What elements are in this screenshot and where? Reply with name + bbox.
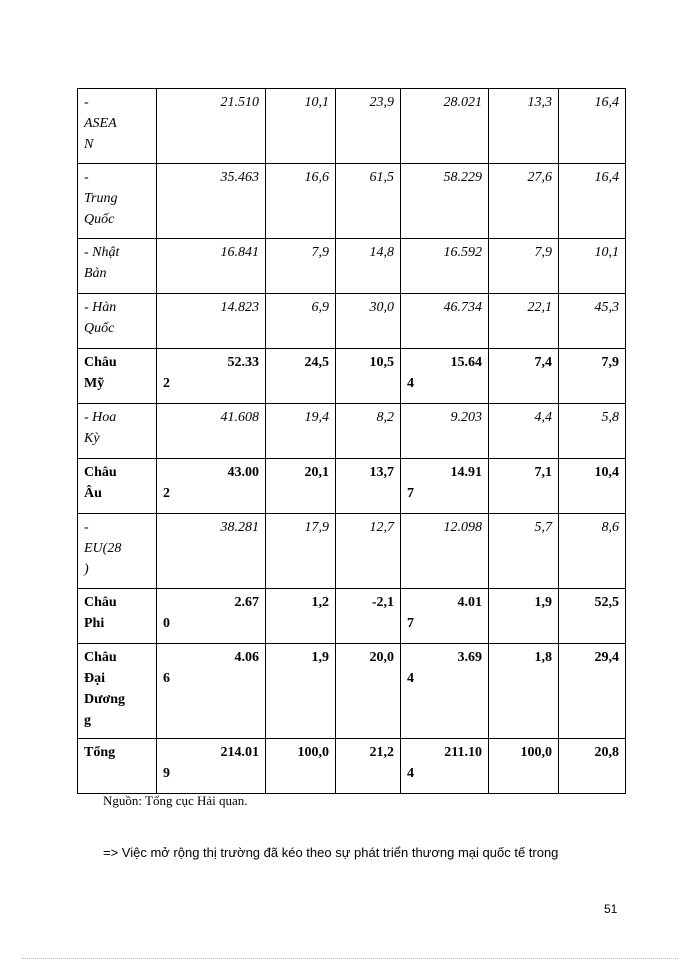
row-label: - Nhật Bản bbox=[84, 245, 120, 281]
cell-value: 29,4 bbox=[594, 650, 619, 665]
value-cell bbox=[489, 739, 559, 794]
cell-value: 5,7 bbox=[534, 520, 552, 535]
value-cell bbox=[266, 294, 336, 349]
cell-value: 4.01 7 bbox=[407, 595, 482, 631]
cell-value: 28.021 bbox=[443, 95, 482, 110]
cell-value: 38.281 bbox=[220, 520, 259, 535]
value-cell bbox=[559, 459, 626, 514]
cell-value: 22,1 bbox=[527, 300, 552, 315]
value-cell bbox=[559, 644, 626, 739]
value-cell bbox=[401, 294, 489, 349]
value-cell bbox=[559, 404, 626, 459]
cell-value: 14.91 7 bbox=[407, 465, 482, 501]
cell-value: 7,1 bbox=[534, 465, 552, 480]
row-label-cell bbox=[78, 164, 157, 239]
table-row bbox=[78, 404, 626, 459]
cell-value: 35.463 bbox=[220, 170, 259, 185]
value-cell bbox=[489, 514, 559, 589]
row-label-cell bbox=[78, 514, 157, 589]
row-label-cell bbox=[78, 89, 157, 164]
cell-value: 20,1 bbox=[304, 465, 329, 480]
value-cell bbox=[336, 404, 401, 459]
row-label: Châu Mỹ bbox=[84, 355, 117, 391]
table-row bbox=[78, 739, 626, 794]
table-row bbox=[78, 459, 626, 514]
source-note: Nguồn: Tổng cục Hải quan. bbox=[103, 793, 248, 808]
value-cell bbox=[266, 239, 336, 294]
footer-divider bbox=[22, 958, 678, 959]
value-cell bbox=[266, 164, 336, 239]
row-label: Châu Âu bbox=[84, 465, 117, 501]
value-cell bbox=[489, 239, 559, 294]
value-cell bbox=[266, 459, 336, 514]
row-label: - EU(28 ) bbox=[84, 520, 122, 577]
row-label: Châu Phi bbox=[84, 595, 117, 631]
cell-value: 52.33 2 bbox=[163, 355, 259, 391]
value-cell bbox=[401, 514, 489, 589]
row-label: - Trung Quốc bbox=[84, 170, 118, 227]
value-cell bbox=[489, 349, 559, 404]
value-cell bbox=[489, 644, 559, 739]
cell-value: 45,3 bbox=[594, 300, 619, 315]
cell-value: 58.229 bbox=[443, 170, 482, 185]
cell-value: 7,9 bbox=[311, 245, 329, 260]
trade-table-body bbox=[78, 89, 626, 794]
cell-value: 3.69 4 bbox=[407, 650, 482, 686]
value-cell bbox=[401, 89, 489, 164]
value-cell bbox=[336, 514, 401, 589]
cell-value: 8,6 bbox=[601, 520, 619, 535]
value-cell bbox=[266, 404, 336, 459]
cell-value: 43.00 2 bbox=[163, 465, 259, 501]
cell-value: 24,5 bbox=[304, 355, 329, 370]
cell-value: 100,0 bbox=[520, 745, 552, 760]
cell-value: 20,0 bbox=[369, 650, 394, 665]
value-cell bbox=[401, 739, 489, 794]
value-cell bbox=[336, 644, 401, 739]
cell-value: 9.203 bbox=[450, 410, 482, 425]
cell-value: 100,0 bbox=[297, 745, 329, 760]
row-label: Châu Đại Dương g bbox=[84, 650, 126, 728]
cell-value: 30,0 bbox=[369, 300, 394, 315]
value-cell bbox=[489, 589, 559, 644]
cell-value: 4,4 bbox=[534, 410, 552, 425]
value-cell bbox=[559, 164, 626, 239]
cell-value: 10,1 bbox=[304, 95, 329, 110]
value-cell bbox=[559, 739, 626, 794]
value-cell bbox=[559, 294, 626, 349]
value-cell bbox=[336, 349, 401, 404]
value-cell bbox=[559, 514, 626, 589]
cell-value: -2,1 bbox=[371, 595, 394, 610]
value-cell bbox=[157, 404, 266, 459]
value-cell bbox=[336, 589, 401, 644]
value-cell bbox=[157, 349, 266, 404]
cell-value: 1,2 bbox=[311, 595, 329, 610]
value-cell bbox=[559, 589, 626, 644]
conclusion-text: => Việc mở rộng thị trường đã kéo theo sự phát triển thương mại quốc tế trong bbox=[103, 845, 559, 860]
row-label-cell bbox=[78, 349, 157, 404]
cell-value: 17,9 bbox=[304, 520, 329, 535]
value-cell bbox=[401, 239, 489, 294]
cell-value: 23,9 bbox=[369, 95, 394, 110]
cell-value: 1,9 bbox=[534, 595, 552, 610]
value-cell bbox=[559, 349, 626, 404]
value-cell bbox=[401, 164, 489, 239]
cell-value: 7,9 bbox=[534, 245, 552, 260]
cell-value: 214.01 9 bbox=[163, 745, 259, 781]
cell-value: 46.734 bbox=[443, 300, 482, 315]
value-cell bbox=[401, 349, 489, 404]
row-label-cell bbox=[78, 739, 157, 794]
value-cell bbox=[157, 294, 266, 349]
value-cell bbox=[489, 89, 559, 164]
trade-table bbox=[77, 88, 626, 794]
row-label-cell bbox=[78, 644, 157, 739]
cell-value: 7,4 bbox=[534, 355, 552, 370]
row-label-cell bbox=[78, 239, 157, 294]
cell-value: 211.10 4 bbox=[407, 745, 482, 781]
row-label: Tổng bbox=[84, 745, 116, 760]
cell-value: 2.67 0 bbox=[163, 595, 259, 631]
value-cell bbox=[401, 404, 489, 459]
cell-value: 4.06 6 bbox=[163, 650, 259, 686]
table-row bbox=[78, 589, 626, 644]
cell-value: 13,7 bbox=[369, 465, 394, 480]
cell-value: 16,6 bbox=[304, 170, 329, 185]
cell-value: 52,5 bbox=[594, 595, 619, 610]
cell-value: 14,8 bbox=[369, 245, 394, 260]
cell-value: 41.608 bbox=[220, 410, 259, 425]
row-label-cell bbox=[78, 459, 157, 514]
row-label: - ASEA N bbox=[84, 95, 117, 152]
cell-value: 6,9 bbox=[311, 300, 329, 315]
value-cell bbox=[559, 89, 626, 164]
value-cell bbox=[266, 514, 336, 589]
table-row bbox=[78, 239, 626, 294]
page-number: 51 bbox=[604, 902, 618, 916]
row-label: - Hàn Quốc bbox=[84, 300, 117, 336]
value-cell bbox=[157, 239, 266, 294]
value-cell bbox=[157, 459, 266, 514]
value-cell bbox=[266, 349, 336, 404]
table-row bbox=[78, 349, 626, 404]
value-cell bbox=[336, 739, 401, 794]
cell-value: 61,5 bbox=[369, 170, 394, 185]
cell-value: 16.592 bbox=[443, 245, 482, 260]
value-cell bbox=[489, 404, 559, 459]
cell-value: 10,1 bbox=[594, 245, 619, 260]
cell-value: 19,4 bbox=[304, 410, 329, 425]
value-cell bbox=[336, 239, 401, 294]
value-cell bbox=[336, 294, 401, 349]
value-cell bbox=[401, 589, 489, 644]
value-cell bbox=[157, 644, 266, 739]
cell-value: 16,4 bbox=[594, 95, 619, 110]
value-cell bbox=[157, 589, 266, 644]
cell-value: 1,9 bbox=[311, 650, 329, 665]
table-row bbox=[78, 514, 626, 589]
value-cell bbox=[266, 89, 336, 164]
cell-value: 14.823 bbox=[220, 300, 259, 315]
cell-value: 10,5 bbox=[369, 355, 394, 370]
value-cell bbox=[336, 89, 401, 164]
row-label-cell bbox=[78, 294, 157, 349]
value-cell bbox=[266, 644, 336, 739]
cell-value: 27,6 bbox=[527, 170, 552, 185]
row-label: - Hoa Kỳ bbox=[84, 410, 117, 446]
value-cell bbox=[336, 459, 401, 514]
table-row bbox=[78, 294, 626, 349]
value-cell bbox=[157, 514, 266, 589]
value-cell bbox=[336, 164, 401, 239]
cell-value: 16.841 bbox=[220, 245, 259, 260]
value-cell bbox=[401, 644, 489, 739]
value-cell bbox=[489, 294, 559, 349]
cell-value: 13,3 bbox=[527, 95, 552, 110]
value-cell bbox=[489, 164, 559, 239]
row-label-cell bbox=[78, 404, 157, 459]
row-label-cell bbox=[78, 589, 157, 644]
cell-value: 15.64 4 bbox=[407, 355, 482, 391]
value-cell bbox=[266, 739, 336, 794]
cell-value: 21.510 bbox=[220, 95, 259, 110]
value-cell bbox=[157, 164, 266, 239]
cell-value: 1,8 bbox=[534, 650, 552, 665]
cell-value: 10,4 bbox=[594, 465, 619, 480]
cell-value: 20,8 bbox=[594, 745, 619, 760]
table-row bbox=[78, 89, 626, 164]
cell-value: 5,8 bbox=[601, 410, 619, 425]
cell-value: 8,2 bbox=[376, 410, 394, 425]
value-cell bbox=[266, 589, 336, 644]
value-cell bbox=[489, 459, 559, 514]
value-cell bbox=[401, 459, 489, 514]
cell-value: 12.098 bbox=[443, 520, 482, 535]
table-row bbox=[78, 644, 626, 739]
table-row bbox=[78, 164, 626, 239]
value-cell bbox=[157, 89, 266, 164]
cell-value: 21,2 bbox=[369, 745, 394, 760]
cell-value: 12,7 bbox=[369, 520, 394, 535]
cell-value: 7,9 bbox=[601, 355, 619, 370]
value-cell bbox=[157, 739, 266, 794]
cell-value: 16,4 bbox=[594, 170, 619, 185]
value-cell bbox=[559, 239, 626, 294]
